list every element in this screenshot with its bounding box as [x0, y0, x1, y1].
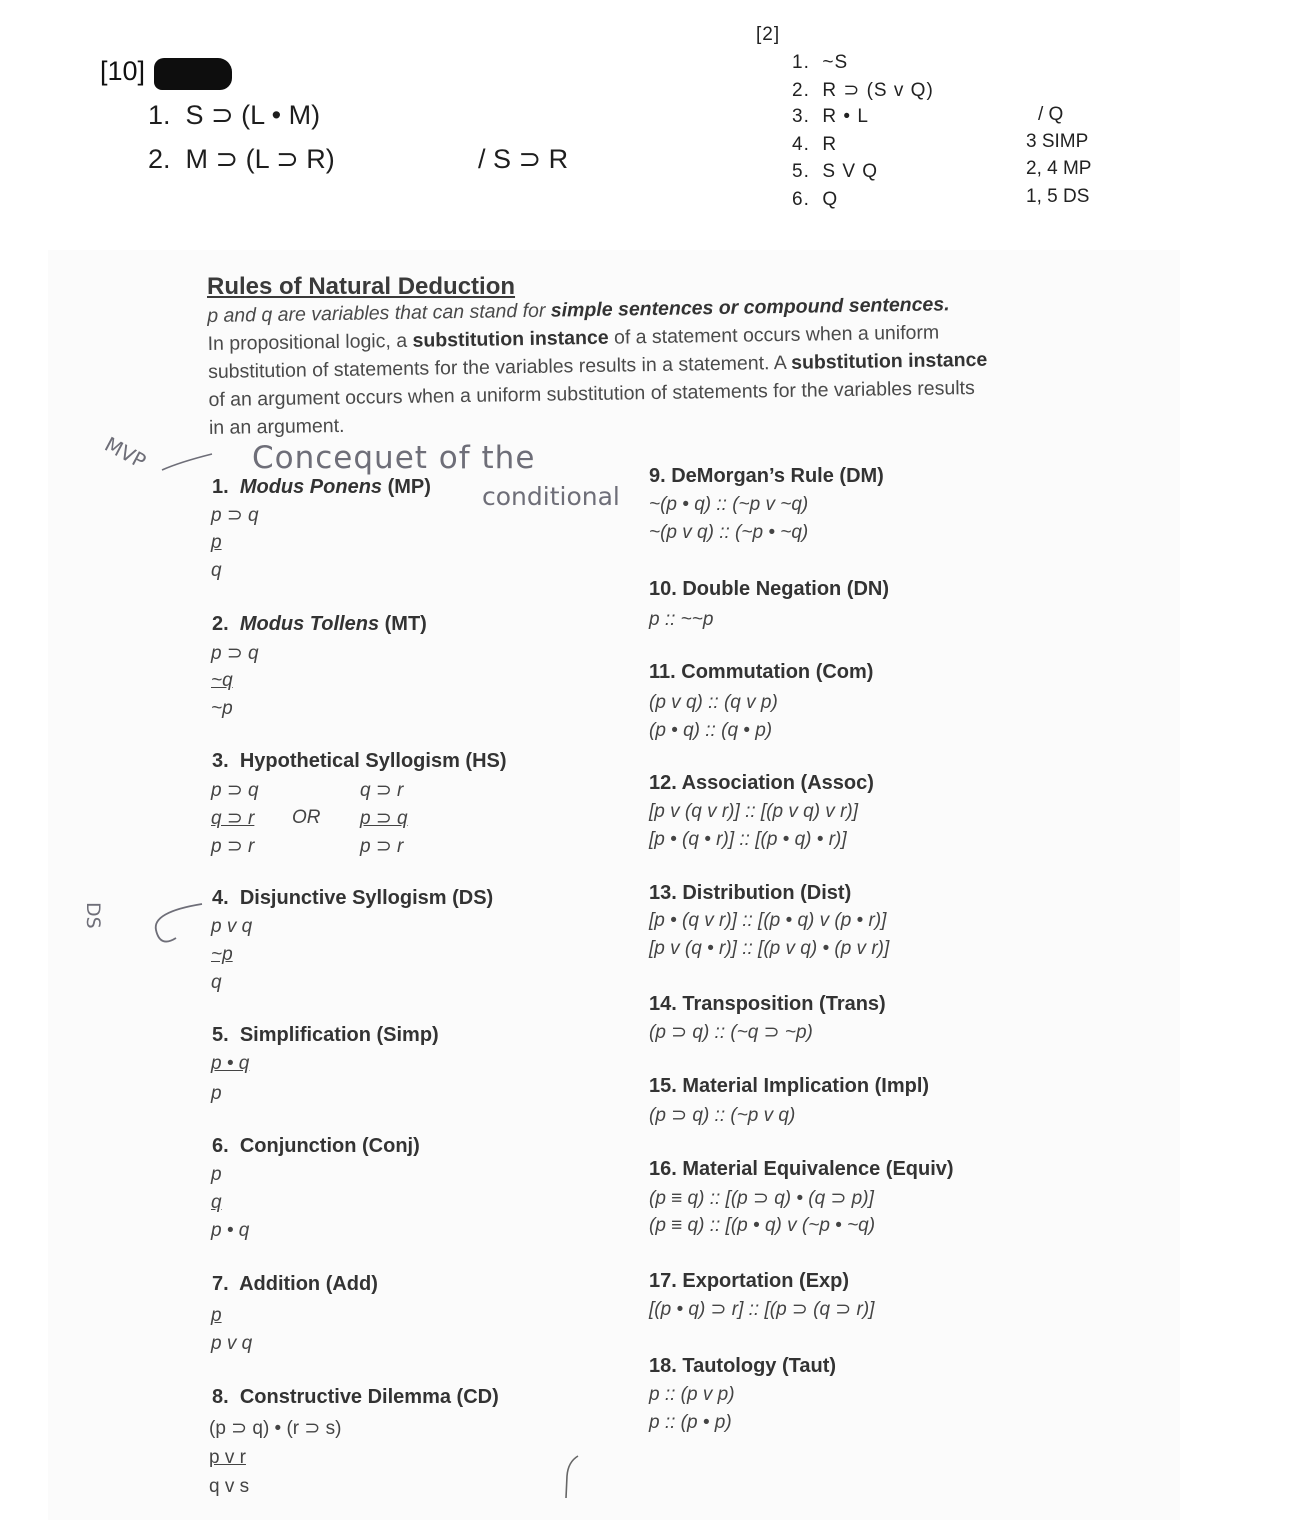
rule-5-line-1: p • q: [211, 1053, 250, 1074]
rule-5-num: 5.: [212, 1024, 229, 1046]
rule-14-title: 14. Transposition (Trans): [649, 993, 886, 1015]
rule-1-line-2: p: [211, 532, 222, 553]
rule-2-line-1: p ⊃ q: [211, 643, 259, 664]
rule-3-col1-line-1: p ⊃ q: [211, 780, 259, 801]
justification-4: 3 SIMP: [1026, 131, 1089, 152]
rule-6-line-3: p • q: [211, 1220, 250, 1241]
rule-8-title: [212, 1386, 499, 1409]
rule-15-line-1: (p ⊃ q) :: (~p v q): [649, 1105, 796, 1126]
rule-7-num: 7.: [212, 1273, 229, 1295]
rule-8-line-1: (p ⊃ q) • (r ⊃ s): [209, 1418, 342, 1439]
annotation-concequet: Concequet of the: [252, 440, 536, 476]
annotation-ds: DS: [82, 902, 104, 929]
rule-3-col1-line-3: p ⊃ r: [211, 836, 255, 857]
rule-6-line-1: p: [211, 1164, 222, 1185]
rule-6-num: 6.: [212, 1135, 229, 1157]
rule-15-title: 15. Material Implication (Impl): [649, 1075, 930, 1097]
rule-3-col2-line-3: p ⊃ r: [360, 836, 404, 857]
annotation-arrow-icon: [160, 448, 220, 478]
rule-16-line-2: (p ≡ q) :: [(p • q) v (~p • ~q): [649, 1215, 876, 1236]
rule-1-line-1: p ⊃ q: [211, 505, 259, 526]
rule-1-num: 1.: [212, 476, 229, 498]
rule-4-num: 4.: [212, 887, 229, 909]
rule-13-line-2: [p v (q • r)] :: [(p v q) • (p v r)]: [649, 938, 890, 959]
rule-8-name: Constructive Dilemma (CD): [239, 1386, 499, 1408]
rule-5-title: [212, 1024, 439, 1047]
intro-c: of a statement occurs when a uniform substitution of statements for the variables results in a statement. A: [207, 321, 940, 383]
rule-3-title: [212, 750, 507, 773]
rule-18-title: 18. Tautology (Taut): [649, 1355, 837, 1377]
proof-step-1: 1. ~S: [792, 52, 849, 73]
rule-13-line-1: [p • (q v r)] :: [(p • q) v (p • r)]: [649, 910, 887, 931]
rule-14-line-1: (p ⊃ q) :: (~q ⊃ ~p): [649, 1022, 813, 1043]
handout-intro: [207, 290, 989, 442]
problem10-premise-1: 1. S ⊃ (L • M): [148, 100, 321, 130]
rule-17-line-1: [(p • q) ⊃ r] :: [(p ⊃ (q ⊃ r)]: [649, 1299, 875, 1320]
rule-2-abbr: (MT): [384, 613, 427, 635]
rule-5-line-2: p: [211, 1083, 222, 1104]
rule-18-line-1: p :: (p v p): [649, 1384, 735, 1405]
rule-2-name: Modus Tollens: [239, 613, 380, 635]
rule-4-name: Disjunctive Syllogism (DS): [239, 887, 494, 909]
proof-step-6: 6. Q: [792, 189, 839, 210]
problem10-conclusion: / S ⊃ R: [478, 144, 569, 174]
intro-line1-b: simple sentences or compound sentences.: [550, 293, 950, 322]
rule-12-line-2: [p • (q • r)] :: [(p • q) • r)]: [649, 829, 847, 850]
proof-step-3: 3. R • L: [792, 106, 869, 127]
rule-16-line-1: (p ≡ q) :: [(p ⊃ q) • (q ⊃ p)]: [649, 1188, 874, 1209]
rule-2-line-2: ~q: [211, 670, 233, 691]
rule-3-name: Hypothetical Syllogism (HS): [239, 750, 507, 772]
rule-8-num: 8.: [212, 1386, 229, 1408]
proof-step-4: 4. R: [792, 134, 838, 155]
rule-1-name: Modus Ponens: [239, 476, 383, 498]
stray-mark-icon: [560, 1452, 584, 1502]
intro-a: In propositional logic, a: [207, 329, 413, 355]
intro-line1-a: p and q are variables that can stand for: [207, 299, 551, 327]
rule-9-line-1: ~(p • q) :: (~p v ~q): [649, 494, 809, 515]
rule-13-title: 13. Distribution (Dist): [649, 882, 852, 904]
rule-6-line-2: q: [211, 1192, 222, 1213]
rule-12-line-1: [p v (q v r)] :: [(p v q) v r)]: [649, 801, 859, 822]
rule-3-col2-line-1: q ⊃ r: [360, 780, 404, 801]
rule-3-num: 3.: [212, 750, 229, 772]
rule-6-title: [212, 1135, 420, 1158]
redacted-name: [154, 58, 232, 90]
intro-e: of an argument occurs when a uniform substitution of statements for the variables results in an argument.: [208, 376, 975, 439]
rule-7-line-1: p: [211, 1305, 222, 1326]
rule-4-line-3: q: [211, 972, 222, 993]
rule-2-line-3: ~p: [211, 698, 233, 719]
rule-6-name: Conjunction (Conj): [239, 1135, 420, 1157]
rule-2-title: [212, 613, 427, 636]
annotation-conditional: conditional: [482, 482, 620, 511]
problem2-label: [2]: [756, 24, 781, 45]
rule-1-line-3: q: [211, 560, 222, 581]
annotation-bracket-icon: [130, 890, 220, 960]
rule-3-col1-line-2: q ⊃ r: [211, 808, 255, 829]
rule-7-line-2: p v q: [211, 1333, 253, 1354]
annotation-mvp: MVP: [100, 432, 150, 474]
rule-8-line-3: q v s: [209, 1476, 250, 1497]
justification-5: 2, 4 MP: [1026, 158, 1092, 179]
rule-11-line-2: (p • q) :: (q • p): [649, 720, 773, 741]
intro-b: substitution instance: [412, 326, 609, 352]
problem10-label: [10]: [100, 56, 146, 86]
rule-11-line-1: (p v q) :: (q v p): [649, 692, 778, 713]
handout-title: Rules of Natural Deduction: [207, 273, 516, 300]
rule-7-title: [212, 1273, 378, 1296]
justification-6: 1, 5 DS: [1026, 186, 1090, 207]
rule-11-title: 11. Commutation (Com): [649, 661, 874, 683]
rule-2-num: 2.: [212, 613, 229, 635]
rule-17-title: 17. Exportation (Exp): [649, 1270, 850, 1292]
rule-4-line-2: ~p: [211, 944, 233, 965]
rule-9-line-2: ~(p v q) :: (~p • ~q): [649, 522, 809, 543]
rule-12-title: 12. Association (Assoc): [649, 772, 874, 794]
proof-step-2: 2. R ⊃ (S v Q): [792, 80, 934, 101]
problem10-premise-2: 2. M ⊃ (L ⊃ R): [148, 144, 335, 174]
intro-d: substitution instance: [790, 348, 988, 374]
rule-16-title: 16. Material Equivalence (Equiv): [649, 1158, 954, 1180]
rule-4-title: [212, 887, 493, 910]
rule-8-line-2: p v r: [209, 1447, 246, 1468]
rule-18-line-2: p :: (p • p): [649, 1412, 732, 1433]
rule-9-title: 9. DeMorgan’s Rule (DM): [649, 465, 884, 487]
rule-3-col2-line-2: p ⊃ q: [360, 808, 408, 829]
proof-step-5: 5. S V Q: [792, 161, 879, 182]
rule-4-line-1: p v q: [211, 916, 253, 937]
rule-1-title: [212, 476, 431, 499]
proof-conclusion: / Q: [1038, 104, 1064, 125]
rule-3-or: OR: [292, 807, 321, 828]
rule-10-title: 10. Double Negation (DN): [649, 578, 890, 600]
rule-7-name: Addition (Add): [239, 1273, 378, 1295]
rule-1-abbr: (MP): [387, 476, 431, 498]
rule-5-name: Simplification (Simp): [239, 1024, 439, 1046]
rule-10-line-1: p :: ~~p: [649, 609, 714, 630]
